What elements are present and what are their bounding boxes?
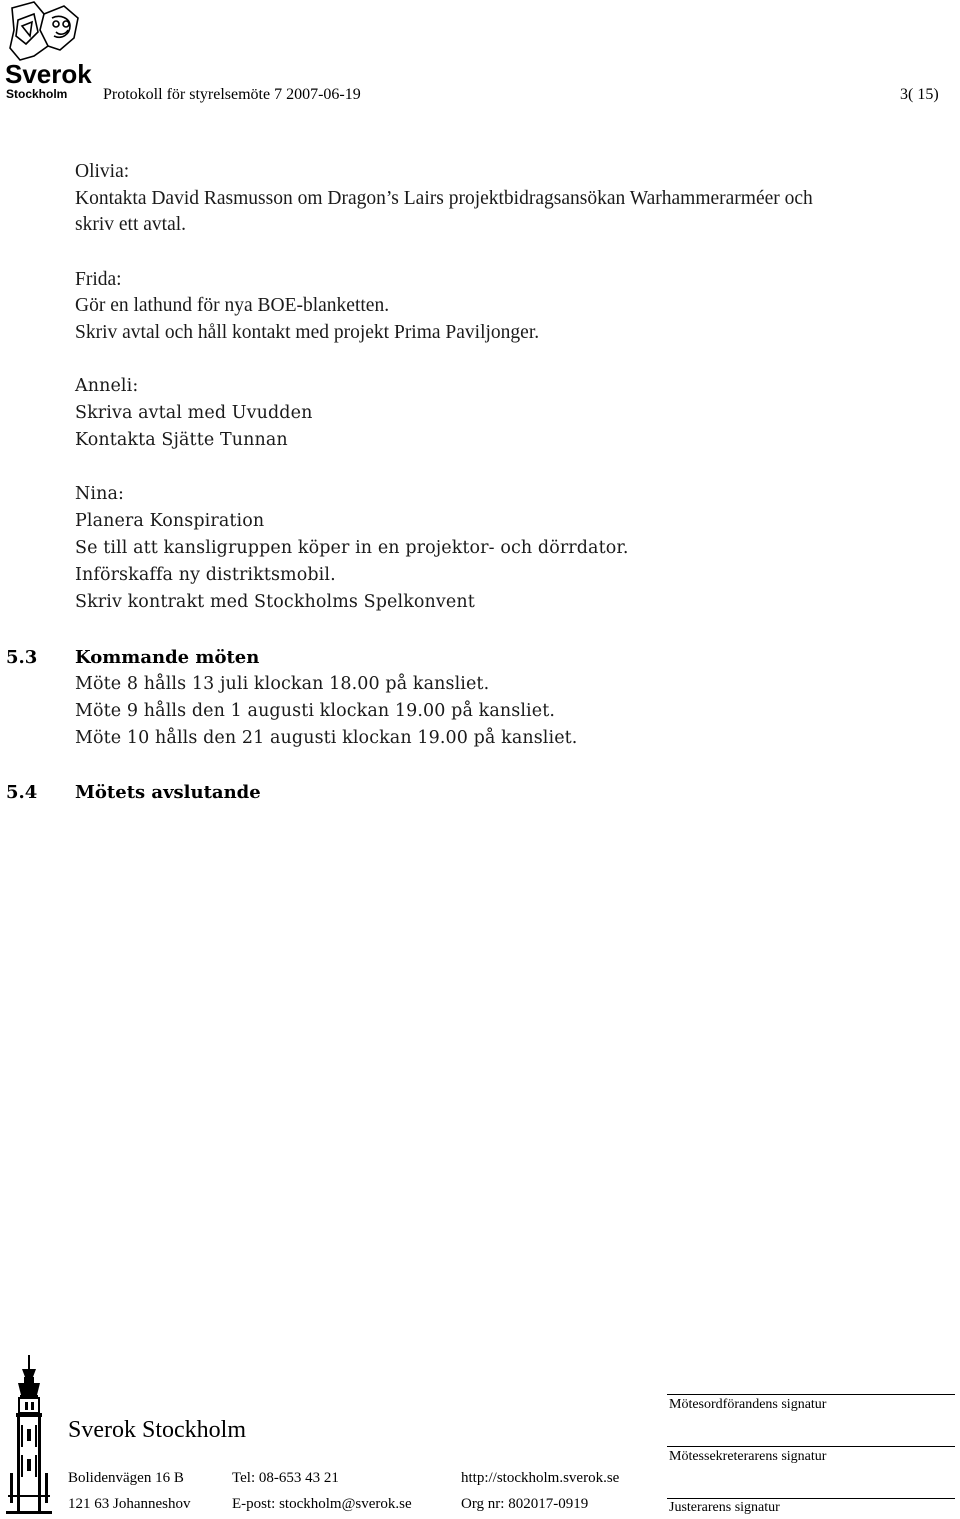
signature-label-sekreterare: Mötessekreterarens signatur bbox=[669, 1449, 827, 1464]
task-line: skriv ett avtal. bbox=[75, 214, 187, 235]
task-line: Gör en lathund för nya BOE-blanketten. bbox=[75, 295, 390, 316]
footer-web: http://stockholm.sverok.se bbox=[461, 1470, 620, 1486]
footer-phone: Tel: 08-653 43 21 bbox=[232, 1470, 339, 1486]
meeting-line: Möte 9 hålls den 1 augusti klockan 19.00 på kansliet. bbox=[75, 701, 555, 721]
assignee-name: Olivia: bbox=[75, 161, 130, 182]
logo-text: Sverok bbox=[5, 59, 92, 89]
footer-address-line2: 121 63 Johanneshov bbox=[68, 1496, 191, 1512]
signature-label-justerare: Justerarens signatur bbox=[669, 1500, 780, 1515]
task-line: Skriva avtal med Uvudden bbox=[75, 403, 313, 423]
signature-label-ordforande: Mötesordförandens signatur bbox=[669, 1397, 827, 1412]
footer-org-nr: Org nr: 802017-0919 bbox=[461, 1496, 589, 1512]
section-heading: Kommande möten bbox=[75, 647, 260, 668]
meeting-line: Möte 10 hålls den 21 augusti klockan 19.00 på kansliet. bbox=[75, 728, 578, 748]
task-line: Införskaffa ny distriktsmobil. bbox=[75, 565, 336, 585]
footer-org-name: Sverok Stockholm bbox=[68, 1417, 246, 1443]
footer-email: E-post: stockholm@sverok.se bbox=[232, 1496, 412, 1512]
footer-address-line1: Bolidenvägen 16 B bbox=[68, 1470, 184, 1486]
logo-subtext: Stockholm bbox=[6, 87, 68, 101]
assignee-name: Nina: bbox=[75, 484, 125, 504]
task-line: Kontakta Sjätte Tunnan bbox=[75, 430, 288, 450]
city-hall-tower-icon bbox=[6, 1355, 52, 1515]
task-line: Skriv avtal och håll kontakt med projekt Prima Paviljonger. bbox=[75, 322, 540, 343]
signature-line bbox=[667, 1446, 955, 1447]
page-number: 3( 15) bbox=[900, 86, 939, 103]
signature-line bbox=[667, 1394, 955, 1395]
task-line: Se till att kansligruppen köper in en projektor- och dörrdator. bbox=[75, 538, 629, 558]
assignee-name: Anneli: bbox=[75, 376, 139, 396]
section-heading: Mötets avslutande bbox=[75, 782, 261, 803]
document-header-title: Protokoll för styrelsemöte 7 2007-06-19 bbox=[103, 86, 361, 103]
meeting-line: Möte 8 hålls 13 juli klockan 18.00 på kansliet. bbox=[75, 674, 490, 694]
task-line: Kontakta David Rasmusson om Dragon’s Lairs projektbidragsansökan Warhammerarméer och bbox=[75, 188, 813, 209]
task-line: Planera Konspiration bbox=[75, 511, 265, 531]
sverok-logo bbox=[4, 0, 96, 104]
task-line: Skriv kontrakt med Stockholms Spelkonvent bbox=[75, 592, 475, 612]
assignee-name: Frida: bbox=[75, 269, 122, 290]
section-number: 5.3 bbox=[6, 647, 38, 668]
section-number: 5.4 bbox=[6, 782, 38, 803]
